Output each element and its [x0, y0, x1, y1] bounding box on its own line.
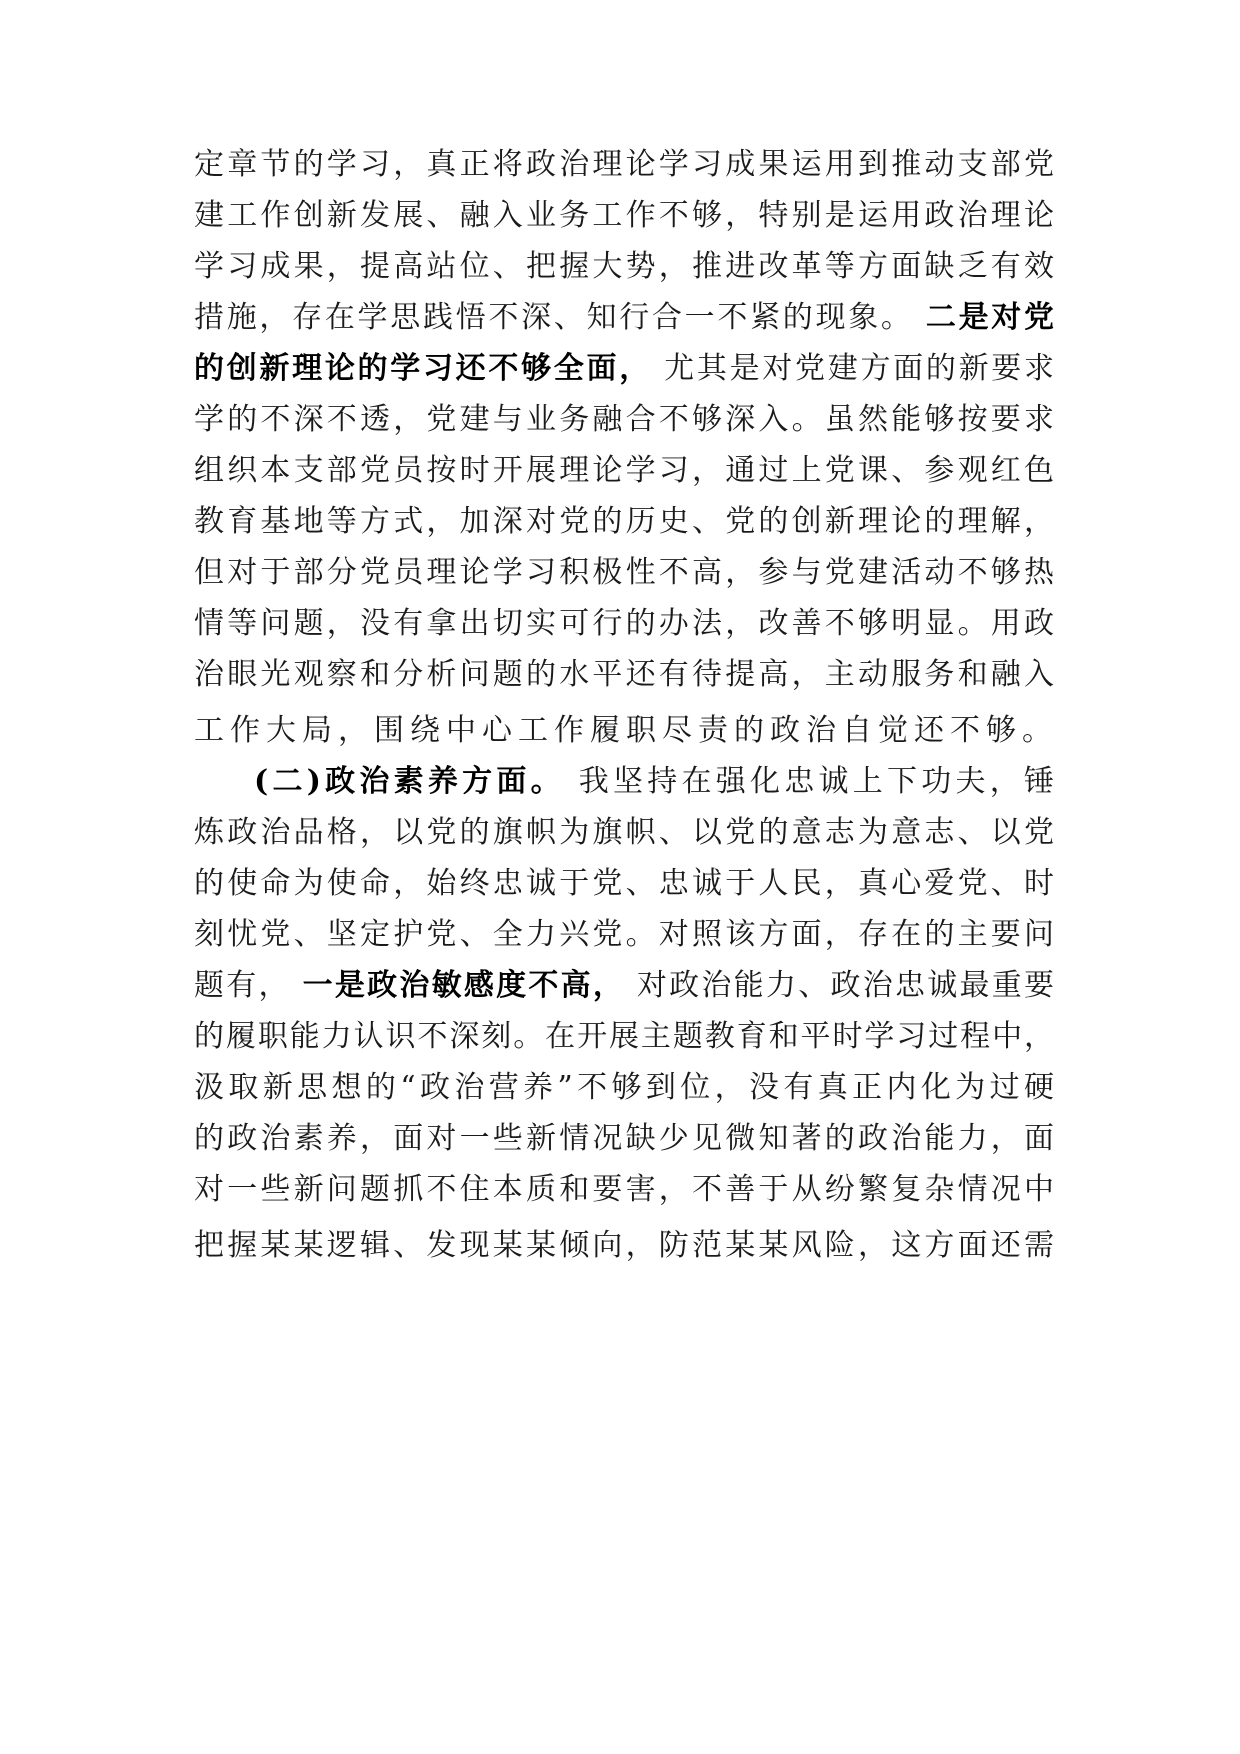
text-run: 我坚持在强化忠诚上下功夫，锤 — [564, 764, 1054, 799]
text-run: 把握某某逻辑、发现某某倾向，防范某某风险，这方面还需 — [194, 1228, 1054, 1263]
text-line — [254, 760, 1054, 804]
text-run: 刻忧党、坚定护党、全力兴党。对照该方面，存在的主要问 — [194, 917, 1054, 952]
text-line — [194, 449, 1054, 493]
text-run: 的履职能力认识不深刻。在开展主题教育和平时学习过程中， — [194, 1019, 1054, 1054]
text-line — [194, 1015, 1054, 1059]
text-run: 对政治能力、政治忠诚最重要 — [625, 968, 1054, 1003]
text-run: 汲取新思想的“政治营养”不够到位，没有真正内化为过硬 — [194, 1070, 1054, 1105]
text-line — [194, 398, 1054, 442]
bold-phrase: 一是政治敏感度不高， — [302, 968, 626, 1003]
text-run: 学习成果，提高站位、把握大势，推进改革等方面缺乏有效 — [194, 249, 1054, 284]
text-run: 治眼光观察和分析问题的水平还有待提高，主动服务和融入 — [194, 657, 1054, 692]
text-line — [194, 245, 1054, 289]
text-line — [194, 964, 1054, 1008]
text-run: 学的不深不透，党建与业务融合不够深入。虽然能够按要求 — [194, 402, 1054, 437]
bold-phrase: 二是对党 — [925, 300, 1054, 335]
text-run: 炼政治品格，以党的旗帜为旗帜、以党的意志为意志、以党 — [194, 815, 1054, 850]
text-line — [194, 194, 1054, 238]
text-line — [194, 551, 1054, 595]
text-line — [194, 500, 1054, 544]
text-line — [194, 602, 1054, 646]
text-run: 但对于部分党员理论学习积极性不高，参与党建活动不够热 — [194, 555, 1054, 590]
text-line — [194, 1224, 1054, 1268]
text-run: 教育基地等方式，加深对党的历史、党的创新理论的理解， — [194, 504, 1054, 539]
text-run: 组织本支部党员按时开展理论学习，通过上党课、参观红色 — [194, 453, 1054, 488]
text-run: 建工作创新发展、融入业务工作不够，特别是运用政治理论 — [194, 198, 1054, 233]
bold-phrase: (二)政治素养方面。 — [254, 764, 565, 799]
text-run: 对一些新问题抓不住本质和要害，不善于从纷繁复杂情况中 — [194, 1172, 1054, 1207]
text-line — [194, 1168, 1054, 1212]
text-run: 的使命为使命，始终忠诚于党、忠诚于人民，真心爱党、时 — [194, 866, 1054, 901]
text-run: 的政治素养，面对一些新情况缺少见微知著的政治能力，面 — [194, 1121, 1054, 1156]
text-line — [194, 811, 1054, 855]
text-line — [194, 296, 1054, 340]
text-run: 情等问题，没有拿出切实可行的办法，改善不够明显。用政 — [194, 606, 1054, 641]
text-run: 措施，存在学思践悟不深、知行合一不紧的现象。 — [194, 300, 926, 335]
text-line — [194, 913, 1054, 957]
text-run: 尤其是对党建方面的新要求 — [651, 351, 1054, 386]
text-line — [194, 653, 1054, 697]
text-line — [194, 709, 1058, 753]
text-line — [194, 862, 1054, 906]
text-line — [194, 347, 1054, 391]
text-line — [194, 1066, 1054, 1110]
text-line — [194, 143, 1054, 187]
text-line — [194, 1117, 1054, 1161]
bold-phrase: 的创新理论的学习还不够全面， — [194, 351, 652, 386]
text-run: 题有， — [194, 968, 303, 1003]
text-run: 定章节的学习，真正将政治理论学习成果运用到推动支部党 — [194, 147, 1054, 182]
text-run: 工作大局，围绕中心工作履职尽责的政治自觉还不够。 — [194, 713, 1058, 748]
